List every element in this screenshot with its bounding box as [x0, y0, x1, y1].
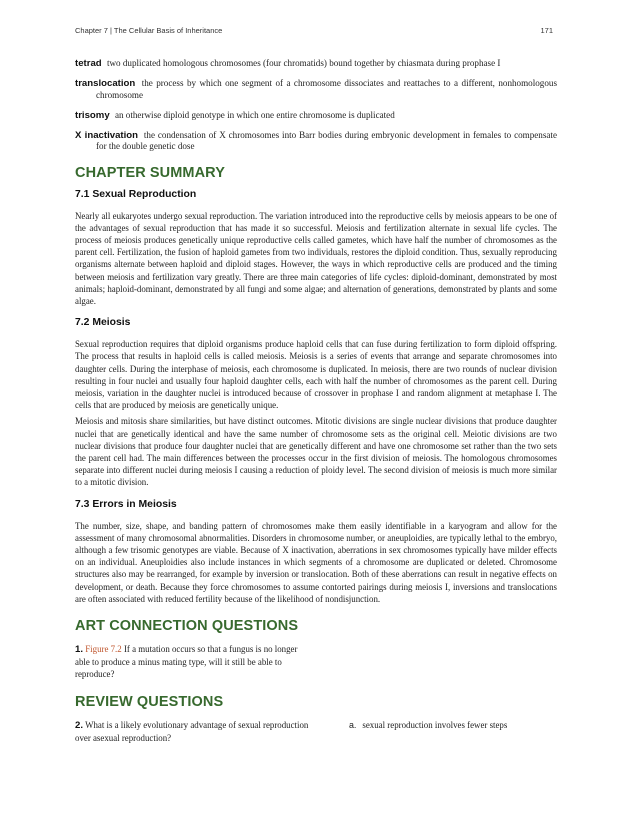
glossary-term: trisomy — [75, 109, 110, 121]
figure-link[interactable]: Figure 7.2 — [85, 643, 122, 654]
glossary-definition: the condensation of X chromosomes into Barr bodies during embryonic development in females to compensate for the double genetic dose — [96, 129, 557, 151]
question-number: 2. — [75, 719, 84, 731]
glossary-definition: the process by which one segment of a chromosome dissociates and reattaches to a different, nonhomologous chromosome — [96, 78, 557, 100]
glossary-entry — [75, 110, 557, 122]
glossary-entry — [75, 130, 557, 153]
glossary-entry — [75, 58, 557, 70]
glossary-term: translocation — [75, 78, 136, 89]
art-question-1 — [75, 643, 310, 681]
chapter-title: Chapter 7 | The Cellular Basis of Inheritance — [75, 26, 223, 35]
glossary-term: tetrad — [75, 58, 102, 69]
glossary-definition: two duplicated homologous chromosomes (four chromatids) bound together by chiasmata during prophase I — [106, 58, 501, 68]
section-7-2-title: 7.2 Meiosis — [75, 317, 131, 329]
glossary-entry — [75, 78, 557, 101]
art-connection-heading: ART CONNECTION QUESTIONS — [75, 617, 299, 634]
page-number: 171 — [540, 26, 553, 35]
option-letter: a. — [349, 719, 357, 730]
section-7-3-paragraph: The number, size, shape, and banding pattern of chromosomes make them easily identifiable in a karyogram and allow for the assessment of many chromosomal abnormalities. Disorders in chromosome number, or aneuploidies, are typically lethal to the embryo, although a few trisomic genotypes are viable. Because of X inactivation, aberrations in sex chromosomes typically have milder effects on an individual. Aneuploidies also include instances in which segments of a chromosome are duplicated or deleted. Chromosome structures also may be rearranged, for example by inversion or translocation. Both of these aberrations can result in negative effects on development, or death. Because they force chromosomes to assume contorted pairings during meiosis I, inversions and translocations are often associated with reduced fertility because of the likelihood of nondisjunction. — [75, 520, 557, 604]
section-7-3-title: 7.3 Errors in Meiosis — [75, 498, 177, 510]
section-7-2-paragraph: Meiosis and mitosis share similarities, but have distinct outcomes. Mitotic divisions are single nuclear divisions that produce daughter nuclei that are genetically identical and have the same number of chromosome sets as the original cell. Meiotic divisions are two nuclear divisions that produce four daughter nuclei that are genetically different and have one chromosome set rather than the two sets the parent cell had. The main differences between the processes occur in the first division of meiosis. The homologous chromosomes separate into different nuclei during meiosis I causing a reduction of ploidy level. The second division of meiosis is much more similar to a mitotic division. — [75, 416, 557, 488]
question-number: 1. — [75, 643, 84, 655]
glossary-definition: an otherwise diploid genotype in which one entire chromosome is duplicated — [114, 109, 395, 120]
review-question-row — [75, 719, 557, 744]
section-7-1-title: 7.1 Sexual Reproduction — [75, 188, 197, 200]
glossary-term: X inactivation — [75, 129, 138, 141]
page-content — [75, 58, 557, 744]
option-text: sexual reproduction involves fewer steps — [362, 719, 508, 730]
question-text: If a mutation occurs so that a fungus is no longer able to produce a minus mating type, will it still be able to reproduce? — [75, 643, 298, 680]
running-header — [75, 26, 555, 38]
section-7-1-paragraph: Nearly all eukaryotes undergo sexual reproduction. The variation introduced into the reproductive cells by meiosis appears to be one of the advantages of sexual reproduction that has made it so successful. Meiosis and fertilization alternate in sexual life cycles. The process of meiosis produces genetically unique reproductive cells called gametes, which have half the number of chromosomes as the parent cell. Fertilization, the fusion of haploid gametes from two individuals, restores the diploid condition. Thus, sexually reproducing organisms alternate between haploid and diploid stages. However, the ways in which reproductive cells are produced and the timing between meiosis and fertilization vary greatly. There are three main categories of life cycles: diploid-dominant, demonstrated by most animals; haploid-dominant, demonstrated by all fungi and some algae; and alternation of generations, demonstrated by plants and some algae. — [75, 210, 557, 306]
art-question-row — [75, 643, 557, 681]
review-question-2 — [75, 719, 310, 744]
review-questions-heading: REVIEW QUESTIONS — [75, 693, 224, 710]
question-text: What is a likely evolutionary advantage of sexual reproduction over asexual reproduction? — [75, 719, 309, 743]
glossary-list — [75, 58, 557, 153]
section-7-2-paragraph: Sexual reproduction requires that diploid organisms produce haploid cells that can fuse during fertilization to form diploid offspring. The process that results in haploid cells is called meiosis. Meiosis is a series of events that arrange and separate chromosomes into daughter cells. During the interphase of meiosis, each chromosome is duplicated. In meiosis, there are two rounds of nuclear division resulting in four nuclei and usually four haploid daughter cells, each with half the number of chromosomes as the parent cell. During meiosis, variation in the daughter nuclei is introduced because of crossover in prophase I and random alignment at metaphase I. The cells that are produced by meiosis are genetically unique. — [75, 339, 557, 411]
chapter-summary-heading: CHAPTER SUMMARY — [75, 164, 225, 181]
answer-option-a[interactable] — [349, 719, 557, 744]
